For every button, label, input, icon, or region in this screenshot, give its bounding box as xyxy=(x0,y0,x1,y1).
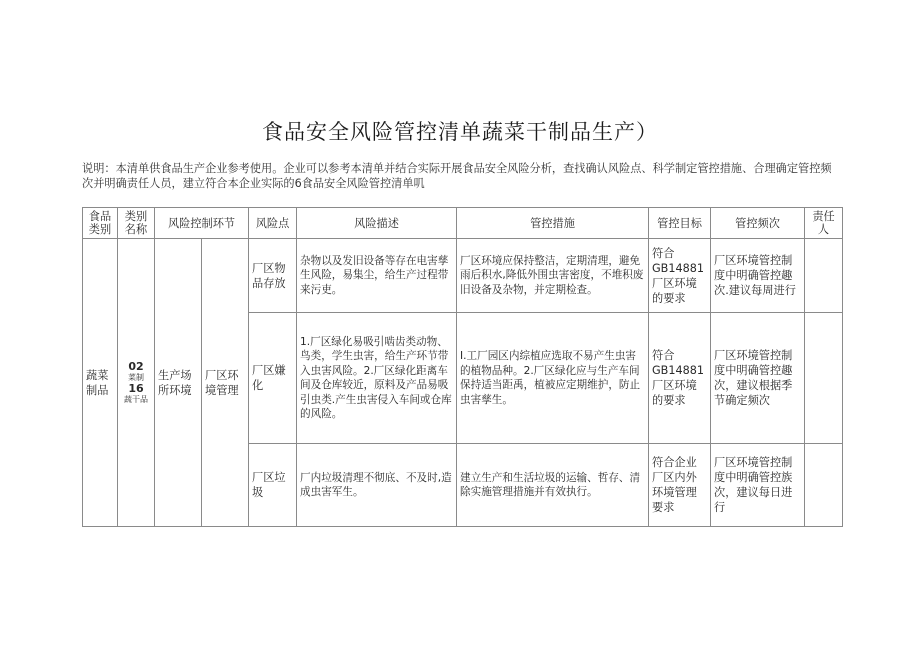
code-top: 02 xyxy=(128,359,144,373)
header-category: 食品类别 xyxy=(83,208,118,239)
page-title: 食品安全风险管控清单蔬菜干制品生产） xyxy=(262,120,658,144)
code-top-sub: 菜制 xyxy=(128,372,144,382)
code-bottom-sub: 蔬干品 xyxy=(124,394,148,404)
header-link: 风险控制环节 xyxy=(155,208,249,239)
table-row xyxy=(83,239,843,313)
header-measure: 管控措施 xyxy=(457,208,649,239)
header-freq: 管控频次 xyxy=(711,208,805,239)
header-desc: 风险描述 xyxy=(297,208,457,239)
intro-text: 说明：本清单供食品生产企业参考使用。企业可以参考本清单并结合实际开展食品安全风险分析，查找确认风险点、科学制定管控措施、合理确定管控频次并明确责任人员，建立符合本企业实际的6食品安全风险管控清单叽 xyxy=(82,162,832,190)
header-resp: 责任人 xyxy=(805,208,843,239)
link-cell-b: 厂区环境管理 xyxy=(202,239,249,527)
freq-cell: 厂区环境管控制度中明确管控族次，建议每日进行 xyxy=(711,444,805,527)
desc-cell: 杂物以及发旧设备等存在电害孳生风险，易集尘，给生产过程带来污吏。 xyxy=(297,239,457,313)
freq-cell: 厂区环境管控制度中明确管控趣次，建议根据季节确定频次 xyxy=(711,313,805,444)
desc-cell: 1.厂区绿化易吸引啮齿类动物、鸟类，学生虫害，给生产环节带入虫害风险。2.厂区绿化距离车间及仓库较近，原料及产品易吸引虫类.产生虫害侵入车间或仓库的风险。 xyxy=(297,313,457,444)
freq-cell: 厂区环境管控制度中明确管控趣次.建议每周进行 xyxy=(711,239,805,313)
goal-cell: 符合企业厂区内外环境管理要求 xyxy=(649,444,711,527)
measure-cell: I.工厂园区内综植应选取不易产生虫害的植物品种。2.厂区绿化应与生产车间保持适当距禹，植被应定期维护，防止虫害孳生。 xyxy=(457,313,649,444)
table-header-row xyxy=(83,208,843,239)
header-name: 类别名称 xyxy=(118,208,155,239)
code-bottom: 16 xyxy=(128,381,144,395)
category-code-cell xyxy=(118,239,155,527)
header-point: 风险点 xyxy=(249,208,297,239)
resp-cell xyxy=(805,239,843,313)
resp-cell xyxy=(805,444,843,527)
resp-cell xyxy=(805,313,843,444)
goal-cell: 符合GB14881厂区环境的要求 xyxy=(649,239,711,313)
risk-table xyxy=(82,207,843,527)
point-cell: 厂区垃圾 xyxy=(249,444,297,527)
link-cell-a: 生产场所环境 xyxy=(155,239,202,527)
category-cell: 蔬菜制品 xyxy=(83,239,118,527)
header-goal: 管控目标 xyxy=(649,208,711,239)
measure-cell: 厂区环境应保持整洁，定期清理，避免雨后积水,降低外围虫害密度，不堆积废旧设备及杂物，并定期检查。 xyxy=(457,239,649,313)
goal-cell: 符合GB14881厂区环境的要求 xyxy=(649,313,711,444)
point-cell: 厂区物品存放 xyxy=(249,239,297,313)
measure-cell: 建立生产和生活垃圾的运输、哲存、清除实施管理措施并有效执行。 xyxy=(457,444,649,527)
desc-cell: 厂内垃圾清理不彻底、不及时,造成虫害军生。 xyxy=(297,444,457,527)
point-cell: 厂区嫌化 xyxy=(249,313,297,444)
